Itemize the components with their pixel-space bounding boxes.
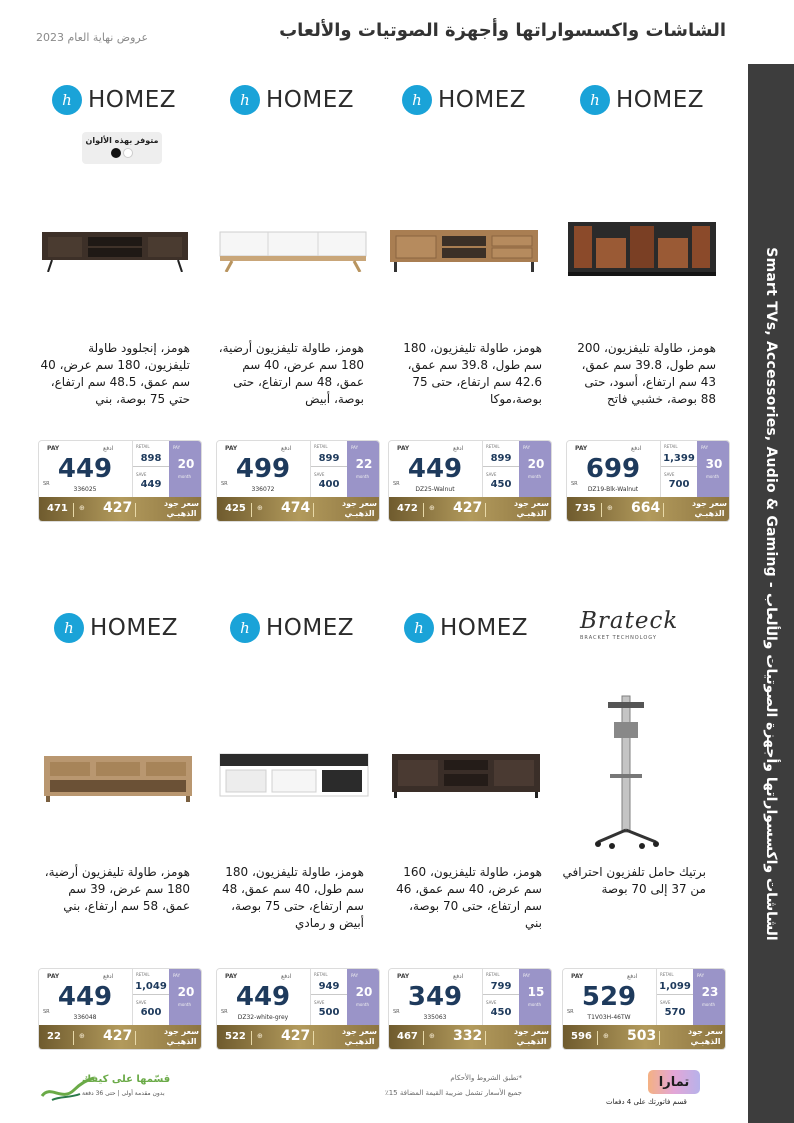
terms-note: *تطبق الشروط والأحكام xyxy=(450,1074,522,1082)
golden-price-bar xyxy=(389,497,552,522)
save-amount: 600 xyxy=(140,1007,162,1018)
brand-logo-homez xyxy=(230,608,354,648)
price-card xyxy=(388,968,552,1050)
golden-black-price: 735 xyxy=(575,503,596,514)
save-label: SAVE xyxy=(136,1000,147,1005)
pay-label: PAY xyxy=(701,445,709,450)
product-image-dz25 xyxy=(388,226,540,274)
pay-label: PAY xyxy=(523,445,531,450)
pay-label-ar: ادفع xyxy=(453,445,464,452)
product-description: هومز، طاولة تليفزيون أرضية، 180 سم عرض، 40 سم عمق، 48 سم ارتفاع، حتى بوصة، أبيض xyxy=(218,341,364,406)
product-image-336025 xyxy=(40,228,190,272)
product-description: هومز، طاولة تليفزيون أرضية، 180 سم عرض، 39 سم عمق، 58 سم ارتفاع، بني xyxy=(44,865,190,913)
golden-price-bar xyxy=(567,497,730,522)
golden-price: 427 xyxy=(281,1028,311,1044)
available-colors-label: متوفر بهذه الألوان xyxy=(85,136,159,145)
brand-name: HOMEZ xyxy=(438,87,527,113)
installment-months-box xyxy=(519,969,552,1025)
month-label: month xyxy=(356,1002,369,1007)
currency-icon: ⊕ xyxy=(79,504,85,512)
pay-label: PAY xyxy=(571,973,584,980)
currency-icon: ⊕ xyxy=(607,504,613,512)
currency-label: SR xyxy=(393,1009,400,1015)
installment-tagline: قسّمها على كيفك xyxy=(82,1074,171,1085)
currency-label: SR xyxy=(43,481,50,487)
brand-name: HOMEZ xyxy=(88,87,177,113)
save-label: SAVE xyxy=(660,1000,671,1005)
installment-months-box xyxy=(519,441,552,497)
original-price: 899 xyxy=(311,452,347,467)
product-description: هومز، إنجلوود طاولة تليفزيون، 180 سم عرض، 40 سم عمق، 48.5 سم ارتفاع، حتي 75 بوصة، بني xyxy=(40,341,190,406)
installment-months-box xyxy=(347,441,380,497)
original-price: 1,099 xyxy=(657,980,693,995)
golden-black-price: 22 xyxy=(47,1031,61,1042)
retail-label: RETAIL xyxy=(660,972,674,977)
retail-label: RETAIL xyxy=(664,444,678,449)
installment-months-box xyxy=(169,441,202,497)
golden-price-label: سعر جود الذهبـي xyxy=(513,1027,549,1046)
vat-note: جميع الأسعار تشمل ضريبة القيمة المضافة 15٪ xyxy=(384,1089,522,1097)
brand-name: HOMEZ xyxy=(90,615,179,641)
golden-price-bar xyxy=(39,497,202,522)
original-price: 899 xyxy=(483,452,519,467)
brand-logo-homez xyxy=(52,80,176,120)
save-amount: 449 xyxy=(140,479,162,490)
product-sku: 335063 xyxy=(423,1014,447,1021)
installment-price: 449 xyxy=(57,982,113,1012)
homez-mark-icon: h xyxy=(230,85,260,115)
golden-price-label: سعر جود الذهبـي xyxy=(163,499,199,518)
price-card xyxy=(38,968,202,1050)
original-price: 799 xyxy=(483,980,519,995)
pay-label: PAY xyxy=(225,445,238,452)
currency-icon: ⊕ xyxy=(429,1032,435,1040)
product-sku: 336025 xyxy=(73,486,97,493)
retail-label: RETAIL xyxy=(314,444,328,449)
product-sku: 336072 xyxy=(251,486,275,493)
currency-label: SR xyxy=(393,481,400,487)
installment-months: 20 xyxy=(177,985,195,999)
installment-months-box xyxy=(697,441,730,497)
golden-price-label: سعر جود الذهبـي xyxy=(687,1027,723,1046)
golden-price: 332 xyxy=(453,1028,483,1044)
month-label: month xyxy=(356,474,369,479)
golden-price: 427 xyxy=(453,500,483,516)
installment-terms: بدون مقدمة أولى | حتى 36 دفعة xyxy=(82,1090,165,1097)
product-image-brateck-stand xyxy=(592,692,662,852)
brand-logo-homez xyxy=(230,80,354,120)
product-image-dz19 xyxy=(566,214,718,284)
golden-black-price: 472 xyxy=(397,503,418,514)
currency-icon: ⊕ xyxy=(79,1032,85,1040)
golden-price-bar xyxy=(39,1025,202,1050)
currency-label: SR xyxy=(221,1009,228,1015)
save-amount: 570 xyxy=(664,1007,686,1018)
retail-label: RETAIL xyxy=(136,972,150,977)
brand-logo-homez xyxy=(402,80,526,120)
golden-black-price: 596 xyxy=(571,1031,592,1042)
homez-mark-icon: h xyxy=(402,85,432,115)
currency-label: SR xyxy=(571,481,578,487)
color-swatch-black[interactable] xyxy=(111,148,121,158)
golden-price-label: سعر جود الذهبـي xyxy=(513,499,549,518)
product-description: برتيك حامل تلفزيون احترافي من 37 إلى 70 بوصة xyxy=(562,865,706,896)
product-sku: DZ32-white-grey xyxy=(237,1014,289,1021)
homez-mark-icon: h xyxy=(230,613,260,643)
golden-price: 427 xyxy=(103,500,133,516)
product-sku: DZ19-Blk-Walnut xyxy=(587,486,639,493)
homez-mark-icon: h xyxy=(580,85,610,115)
homez-mark-icon: h xyxy=(54,613,84,643)
currency-label: SR xyxy=(567,1009,574,1015)
installment-months: 30 xyxy=(705,457,723,471)
currency-icon: ⊕ xyxy=(257,1032,263,1040)
save-amount: 500 xyxy=(318,1007,340,1018)
golden-price-bar xyxy=(563,1025,726,1050)
save-label: SAVE xyxy=(314,1000,325,1005)
retail-label: RETAIL xyxy=(314,972,328,977)
installment-price: 449 xyxy=(57,454,113,484)
save-amount: 450 xyxy=(490,1007,512,1018)
currency-icon: ⊕ xyxy=(429,504,435,512)
brand-name: HOMEZ xyxy=(266,87,355,113)
golden-black-price: 467 xyxy=(397,1031,418,1042)
pay-label-ar: ادفع xyxy=(281,445,292,452)
golden-price-bar xyxy=(389,1025,552,1050)
price-card xyxy=(216,440,380,522)
price-card xyxy=(388,440,552,522)
save-label: SAVE xyxy=(136,472,147,477)
product-image-336048 xyxy=(42,752,194,802)
original-price: 949 xyxy=(311,980,347,995)
pay-label: PAY xyxy=(47,445,60,452)
installment-price: 529 xyxy=(581,982,637,1012)
brand-tagline: BRACKET TECHNOLOGY xyxy=(580,635,657,641)
product-image-335063 xyxy=(390,752,542,798)
installment-months: 20 xyxy=(177,457,195,471)
installment-months-box xyxy=(169,969,202,1025)
golden-price: 664 xyxy=(631,500,661,516)
pay-label: PAY xyxy=(225,973,238,980)
pay-label-ar: ادفع xyxy=(281,973,292,980)
category-sidebar xyxy=(748,64,794,1123)
brand-logo-homez xyxy=(404,608,528,648)
brand-logo-brateck xyxy=(580,610,678,650)
pay-label-ar: ادفع xyxy=(103,973,114,980)
retail-label: RETAIL xyxy=(486,972,500,977)
available-colors-badge xyxy=(82,132,162,164)
save-amount: 400 xyxy=(318,479,340,490)
pay-label-ar: ادفع xyxy=(627,973,638,980)
save-label: SAVE xyxy=(486,1000,497,1005)
golden-price-bar xyxy=(217,497,380,522)
golden-black-price: 425 xyxy=(225,503,246,514)
currency-label: SR xyxy=(221,481,228,487)
product-image-336072 xyxy=(218,228,368,272)
pay-label: PAY xyxy=(173,973,181,978)
save-label: SAVE xyxy=(486,472,497,477)
golden-price: 474 xyxy=(281,500,311,516)
original-price: 898 xyxy=(133,452,169,467)
installment-months: 23 xyxy=(701,985,719,999)
save-amount: 450 xyxy=(490,479,512,490)
product-sku: 336048 xyxy=(73,1014,97,1021)
installment-months: 15 xyxy=(527,985,545,999)
product-description: هومز، طاولة تليفزيون، 160 سم عرض، 40 سم عمق، 46 سم ارتفاع، حتى 70 بوصة، بني xyxy=(396,865,542,930)
installment-price: 449 xyxy=(235,982,291,1012)
golden-black-price: 471 xyxy=(47,503,68,514)
month-label: month xyxy=(178,474,191,479)
homez-mark-icon: h xyxy=(404,613,434,643)
golden-price-label: سعر جود الذهبـي xyxy=(691,499,727,518)
golden-price-label: سعر جود الذهبـي xyxy=(163,1027,199,1046)
golden-price-bar xyxy=(217,1025,380,1050)
pay-label: PAY xyxy=(47,973,60,980)
pay-label: PAY xyxy=(351,445,359,450)
pay-label: PAY xyxy=(173,445,181,450)
brand-logo-homez xyxy=(580,80,704,120)
retail-label: RETAIL xyxy=(136,444,150,449)
save-label: SAVE xyxy=(314,472,325,477)
installment-months-box xyxy=(693,969,726,1025)
product-description: هومز، طاولة تليفزيون، 180 سم طول، 39.8 سم عمق، 42.6 سم ارتفاع، حتى 75 بوصة،موكا xyxy=(403,341,542,406)
pay-label: PAY xyxy=(697,973,705,978)
pay-label-ar: ادفع xyxy=(631,445,642,452)
sidebar-category-text: Smart TVs, Accessories, Audio & Gaming - الشاشات واكسسواراتها وأجهزة الصوتيات والألعاب xyxy=(763,246,779,941)
homez-mark-icon: h xyxy=(52,85,82,115)
month-label: month xyxy=(702,1002,715,1007)
product-sku: T1V03H-46TW xyxy=(587,1014,631,1021)
installment-months: 20 xyxy=(527,457,545,471)
installment-months: 20 xyxy=(355,985,373,999)
pay-label: PAY xyxy=(523,973,531,978)
golden-black-price: 522 xyxy=(225,1031,246,1042)
installment-months: 22 xyxy=(355,457,373,471)
currency-label: SR xyxy=(43,1009,50,1015)
month-label: month xyxy=(178,1002,191,1007)
currency-icon: ⊕ xyxy=(257,504,263,512)
brand-name: HOMEZ xyxy=(440,615,529,641)
product-description: هومز، طاولة تليفزيون، 180 سم طول، 40 سم عمق، 48 سم ارتفاع، حتى 75 بوصة، أبيض و رمادي xyxy=(221,865,364,930)
brand-name: HOMEZ xyxy=(266,615,355,641)
page-title: الشاشات واكسسواراتها وأجهزة الصوتيات والألعاب xyxy=(279,20,726,41)
save-label: SAVE xyxy=(664,472,675,477)
page-subtitle: عروض نهاية العام 2023 xyxy=(36,31,149,44)
installment-months-box xyxy=(347,969,380,1025)
installment-price: 449 xyxy=(407,454,463,484)
product-sku: DZ25-Walnut xyxy=(415,486,455,493)
golden-price-label: سعر جود الذهبـي xyxy=(341,1027,377,1046)
price-card xyxy=(216,968,380,1050)
pay-label-ar: ادفع xyxy=(103,445,114,452)
golden-price: 427 xyxy=(103,1028,133,1044)
golden-price: 503 xyxy=(627,1028,657,1044)
currency-icon: ⊕ xyxy=(603,1032,609,1040)
tamara-tagline: قسم فاتورتك على 4 دفعات xyxy=(606,1098,687,1106)
product-image-dz32 xyxy=(218,752,370,800)
month-label: month xyxy=(528,1002,541,1007)
brand-name: HOMEZ xyxy=(616,87,705,113)
pay-label-ar: ادفع xyxy=(453,973,464,980)
original-price: 1,049 xyxy=(133,980,169,995)
installment-price: 499 xyxy=(235,454,291,484)
tamara-logo: تمارا xyxy=(648,1070,700,1094)
brand-name: Brateck xyxy=(580,608,679,634)
save-amount: 700 xyxy=(668,479,690,490)
price-card xyxy=(38,440,202,522)
color-swatch-white[interactable] xyxy=(123,148,133,158)
brand-logo-homez xyxy=(54,608,178,648)
month-label: month xyxy=(528,474,541,479)
pay-label: PAY xyxy=(351,973,359,978)
pay-label: PAY xyxy=(397,445,410,452)
installment-price: 699 xyxy=(585,454,641,484)
product-description: هومز، طاولة تليفزيون، 200 سم طول، 39.8 سم عمق، 43 سم ارتفاع، أسود، حتى 88 بوصة، خشبي فاتح xyxy=(577,341,716,406)
pay-label: PAY xyxy=(575,445,588,452)
golden-price-label: سعر جود الذهبـي xyxy=(341,499,377,518)
installment-price: 349 xyxy=(407,982,463,1012)
price-card xyxy=(566,440,730,522)
retail-label: RETAIL xyxy=(486,444,500,449)
original-price: 1,399 xyxy=(661,452,697,467)
price-card xyxy=(562,968,726,1050)
month-label: month xyxy=(706,474,719,479)
pay-label: PAY xyxy=(397,973,410,980)
